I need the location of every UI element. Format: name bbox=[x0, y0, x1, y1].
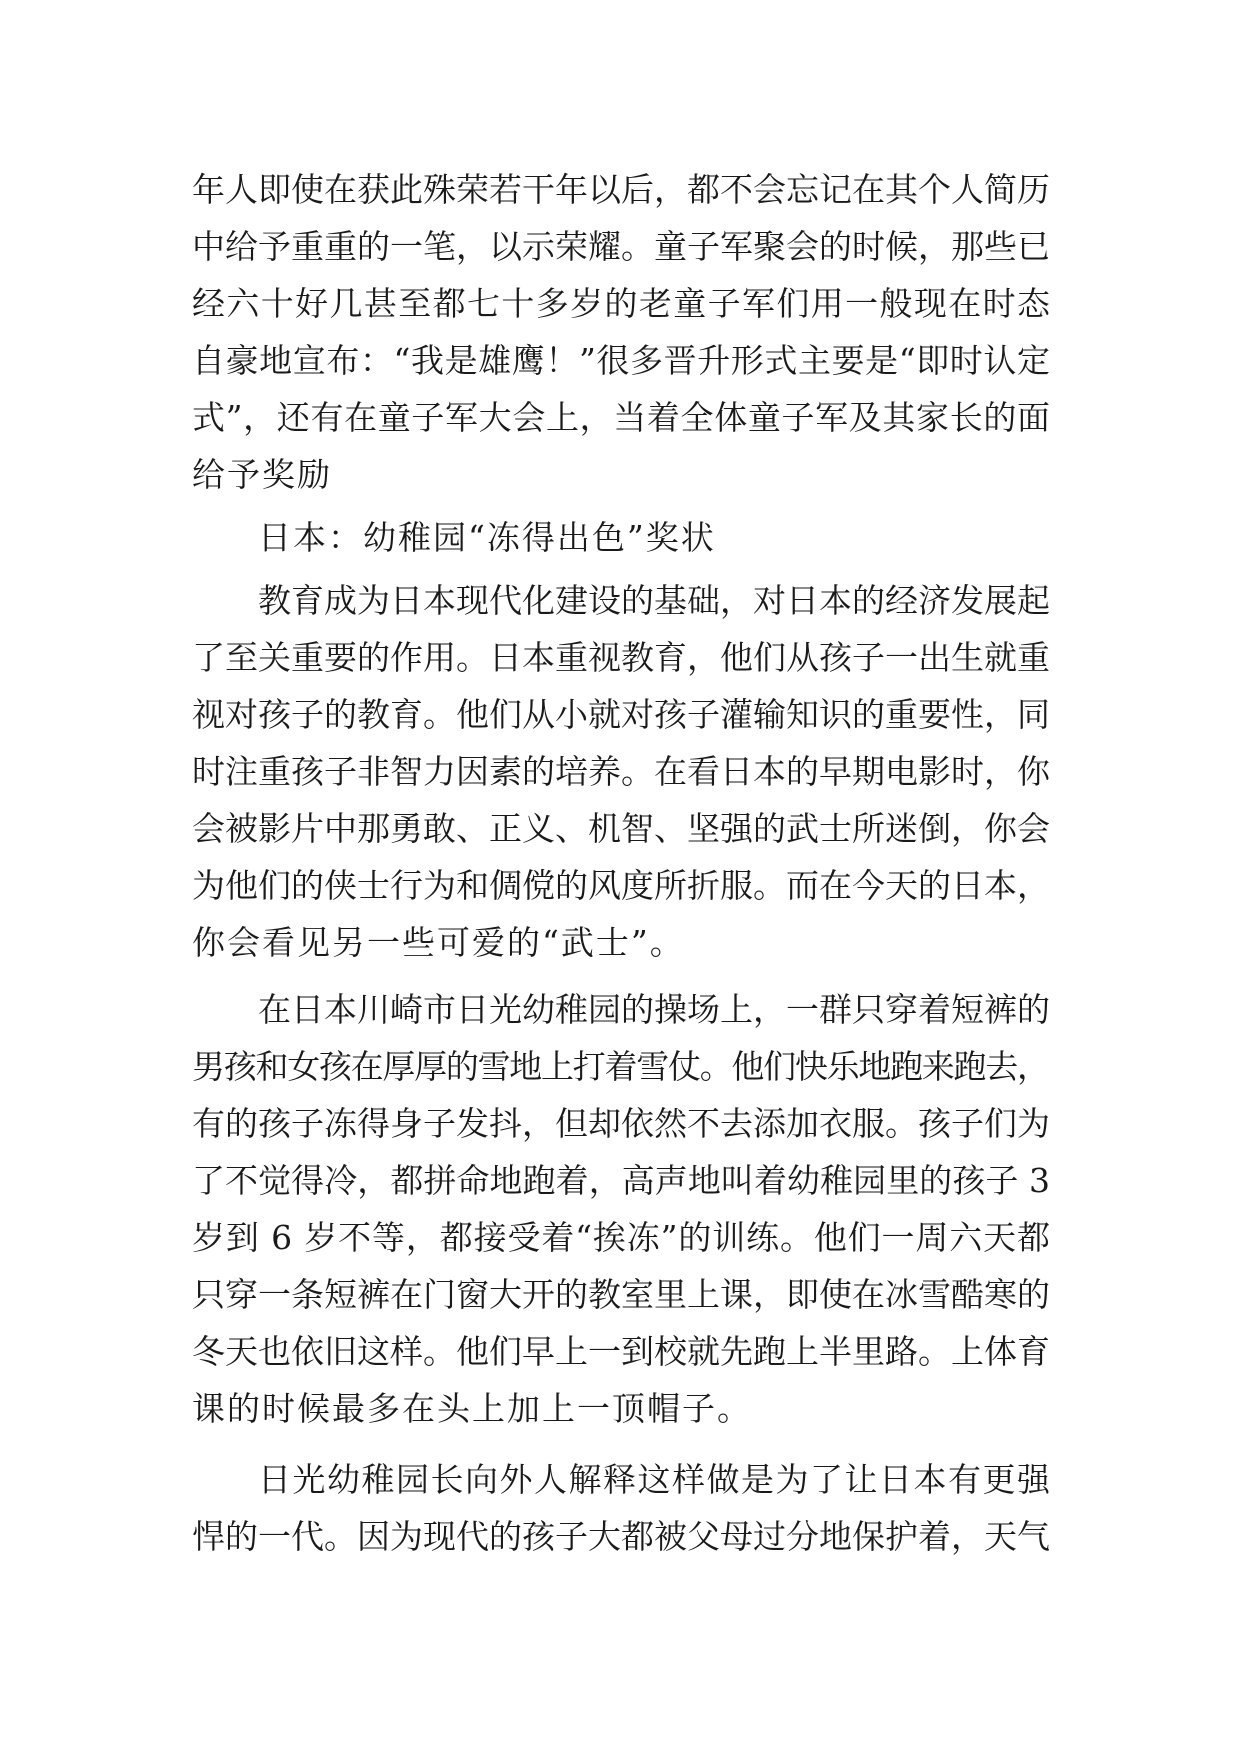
paragraph bbox=[192, 161, 1052, 503]
line-text: 年人即使在获此殊荣若干年以后，都不会忘记在其个人简历 bbox=[192, 170, 1050, 209]
line-text: 冬天也依旧这样。他们早上一到校就先跑上半里路。上体育 bbox=[192, 1332, 1050, 1371]
line-text: 日本：幼稚园“冻得出色”奖状 bbox=[258, 518, 716, 557]
line-text: 自豪地宣布：“我是雄鹰！”很多晋升形式主要是“即时认定 bbox=[192, 341, 1051, 380]
text-line bbox=[192, 1451, 1052, 1508]
text-line bbox=[192, 332, 1052, 389]
text-line bbox=[192, 1323, 1052, 1380]
body-text bbox=[192, 161, 1052, 1565]
text-line bbox=[192, 161, 1052, 218]
paragraph-spacer bbox=[192, 971, 1052, 981]
line-text: 悍的一代。因为现代的孩子大都被父母过分地保护着，天气 bbox=[192, 1517, 1050, 1556]
text-line bbox=[192, 1380, 1052, 1437]
line-text: 会被影片中那勇敢、正义、机智、坚强的武士所迷倒，你会 bbox=[192, 809, 1050, 848]
text-line bbox=[192, 1508, 1052, 1565]
text-line bbox=[192, 509, 1052, 566]
line-text: 男孩和女孩在厚厚的雪地上打着雪仗。他们快乐地跑来跑去， bbox=[192, 1047, 1049, 1086]
line-text: 你会看见另一些可爱的“武士”。 bbox=[192, 923, 685, 962]
text-line bbox=[192, 1152, 1052, 1209]
line-text: 在日本川崎市日光幼稚园的操场上，一群只穿着短裤的 bbox=[258, 990, 1050, 1029]
text-line bbox=[192, 1095, 1052, 1152]
paragraph bbox=[192, 572, 1052, 971]
section-heading bbox=[192, 509, 1052, 566]
text-line bbox=[192, 981, 1052, 1038]
text-line bbox=[192, 800, 1052, 857]
line-text: 视对孩子的教育。他们从小就对孩子灌输知识的重要性，同 bbox=[192, 695, 1050, 734]
text-line bbox=[192, 218, 1052, 275]
line-text: 为他们的侠士行为和倜傥的风度所折服。而在今天的日本， bbox=[192, 866, 1050, 905]
paragraph-spacer bbox=[192, 1437, 1052, 1451]
line-text: 教育成为日本现代化建设的基础，对日本的经济发展起 bbox=[258, 581, 1050, 620]
line-text: 课的时候最多在头上加上一顶帽子。 bbox=[192, 1389, 752, 1428]
line-text: 中给予重重的一笔，以示荣耀。童子军聚会的时候，那些已 bbox=[192, 227, 1050, 266]
text-line bbox=[192, 1209, 1052, 1266]
paragraph bbox=[192, 981, 1052, 1437]
line-text: 给予奖励 bbox=[192, 455, 332, 494]
line-text: 经六十好几甚至都七十多岁的老童子军们用一般现在时态 bbox=[192, 284, 1052, 323]
text-line bbox=[192, 629, 1052, 686]
text-line bbox=[192, 686, 1052, 743]
line-text: 日光幼稚园长向外人解释这样做是为了让日本有更强 bbox=[258, 1460, 1052, 1499]
text-line bbox=[192, 389, 1052, 446]
text-line bbox=[192, 743, 1052, 800]
line-text: 式”，还有在童子军大会上，当着全体童子军及其家长的面 bbox=[192, 398, 1051, 437]
paragraph bbox=[192, 1451, 1052, 1565]
text-line bbox=[192, 857, 1052, 914]
text-line bbox=[192, 572, 1052, 629]
text-line bbox=[192, 914, 1052, 971]
text-line bbox=[192, 275, 1052, 332]
text-line bbox=[192, 1038, 1052, 1095]
line-text: 了不觉得冷，都拼命地跑着，高声地叫着幼稚园里的孩子 3 bbox=[192, 1161, 1051, 1200]
text-line bbox=[192, 446, 1052, 503]
line-text: 有的孩子冻得身子发抖，但却依然不去添加衣服。孩子们为 bbox=[192, 1104, 1050, 1143]
line-text: 了至关重要的作用。日本重视教育，他们从孩子一出生就重 bbox=[192, 638, 1050, 677]
line-text: 时注重孩子非智力因素的培养。在看日本的早期电影时，你 bbox=[192, 752, 1050, 791]
text-line bbox=[192, 1266, 1052, 1323]
line-text: 岁到 6 岁不等，都接受着“挨冻”的训练。他们一周六天都 bbox=[192, 1218, 1051, 1257]
line-text: 只穿一条短裤在门窗大开的教室里上课，即使在冰雪酷寒的 bbox=[192, 1275, 1050, 1314]
